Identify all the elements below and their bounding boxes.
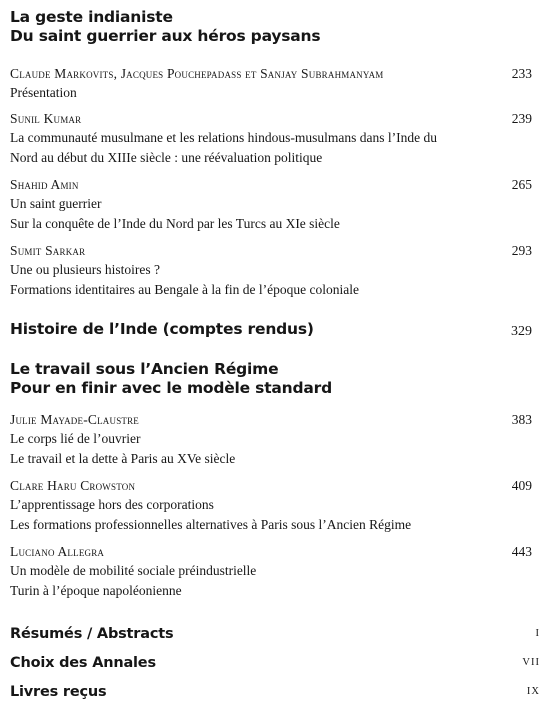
section-title: [10, 360, 532, 398]
entry-author: Clare Haru Crowston: [10, 478, 136, 493]
entry-page-number: 443: [511, 544, 532, 559]
toc-entry[interactable]: [10, 410, 532, 468]
bottom-entry-label: Résumés / Abstracts: [10, 626, 174, 642]
section-page-number: 329: [511, 324, 532, 339]
toc-bottom-entry[interactable]: [10, 682, 540, 702]
section-title-line: La geste indianiste: [10, 8, 173, 26]
entry-author: Claude Markovits, Jacques Pouchepadass et Sanjay Subrahmanyam: [10, 66, 384, 81]
entry-page-number: 239: [511, 111, 532, 126]
entry-page-number: 383: [511, 412, 532, 427]
entry-title-line: Formations identitaires au Bengale à la fin de l’époque coloniale: [10, 281, 360, 297]
toc-entry[interactable]: [10, 109, 532, 167]
entry-title-line: Le corps lié de l’ouvrier: [10, 431, 141, 446]
bottom-entry-label: Choix des Annales: [10, 655, 156, 671]
section-title[interactable]: [10, 320, 532, 339]
bottom-entry-label: Livres reçus: [10, 684, 107, 700]
toc-entry[interactable]: [10, 542, 532, 600]
entry-title-line: Présentation: [10, 85, 77, 100]
entry-page-number: 293: [511, 243, 532, 258]
entry-page-number: 265: [511, 177, 532, 192]
entry-title-line: Nord au début du XIIIe siècle : une réévaluation politique: [10, 149, 323, 165]
section-title: [10, 8, 532, 46]
toc-entry[interactable]: [10, 476, 532, 534]
entry-title-line: Sur la conquête de l’Inde du Nord par les Turcs au XIe siècle: [10, 215, 340, 231]
toc-bottom-entry[interactable]: [10, 653, 540, 673]
toc-bottom-entry[interactable]: [10, 624, 540, 644]
entry-title-line: Un modèle de mobilité sociale préindustrielle: [10, 563, 257, 578]
toc-entry[interactable]: [10, 64, 532, 103]
entry-title-line: Une ou plusieurs histoires ?: [10, 262, 160, 277]
bottom-entry-page: IX: [526, 686, 540, 697]
section-subtitle-line: Du saint guerrier aux héros paysans: [10, 27, 321, 45]
entry-author: Shahid Amin: [10, 177, 79, 192]
entry-title-line: Les formations professionnelles alternatives à Paris sous l’Ancien Régime: [10, 516, 412, 532]
entry-title-line: Un saint guerrier: [10, 196, 102, 211]
entry-title-line: Le travail et la dette à Paris au XVe siècle: [10, 450, 236, 466]
section-title-line: Histoire de l’Inde (comptes rendus): [10, 320, 314, 338]
entry-page-number: 233: [511, 66, 532, 81]
section-title-line: Le travail sous l’Ancien Régime: [10, 360, 279, 378]
section-subtitle-line: Pour en finir avec le modèle standard: [10, 379, 333, 397]
bottom-entry-page: I: [535, 628, 540, 639]
entry-page-number: 409: [511, 478, 532, 493]
entry-title-line: L’apprentissage hors des corporations: [10, 497, 214, 512]
toc-entry[interactable]: [10, 241, 532, 299]
entry-author: Sumit Sarkar: [10, 243, 86, 258]
entry-title-line: La communauté musulmane et les relations hindous-musulmans dans l’Inde du: [10, 130, 438, 145]
entry-author: Sunil Kumar: [10, 111, 82, 126]
entry-title-line: Turin à l’époque napoléonienne: [10, 582, 182, 598]
bottom-entry-page: VII: [522, 657, 540, 668]
entry-author: Luciano Allegra: [10, 544, 105, 559]
entry-author: Julie Mayade-Claustre: [10, 412, 139, 427]
toc-entry[interactable]: [10, 175, 532, 233]
